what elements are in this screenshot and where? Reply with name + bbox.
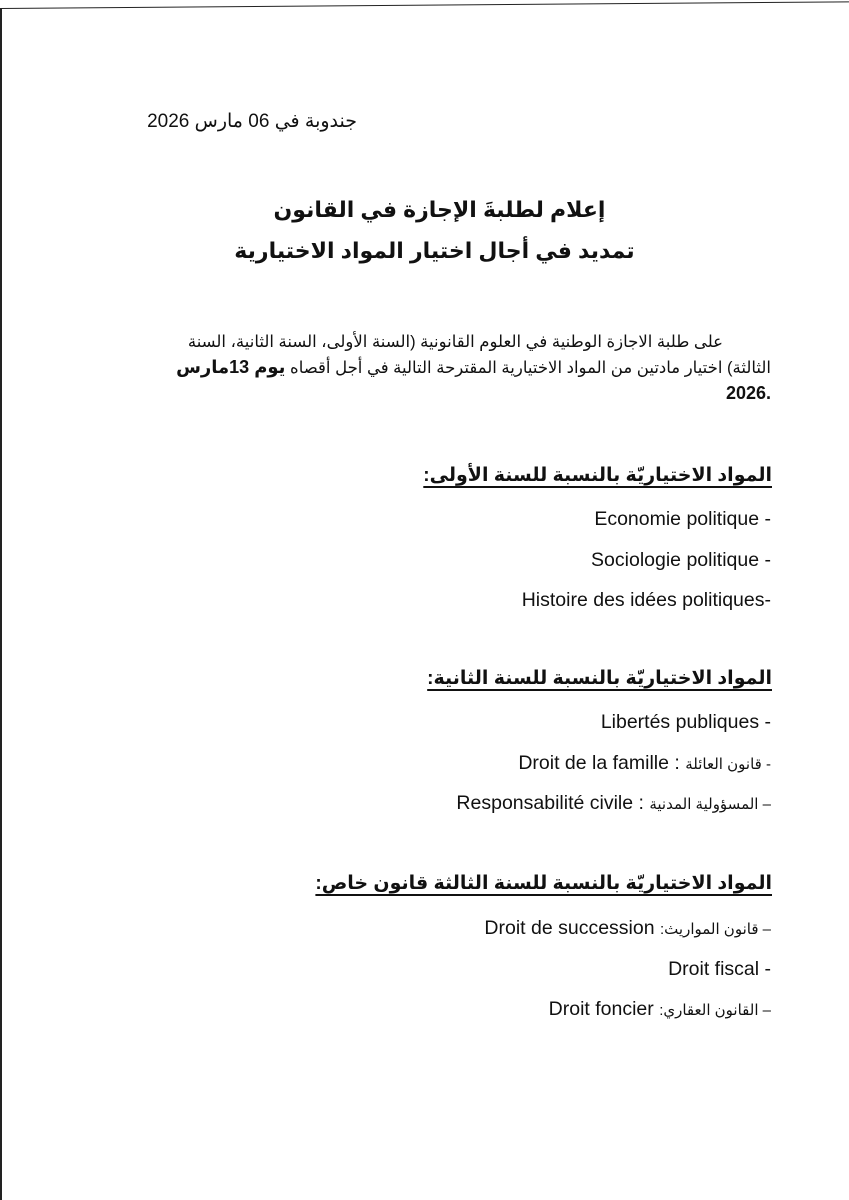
- list-item: [591, 549, 771, 572]
- paragraph-line-2: [131, 355, 771, 381]
- section-heading-year-2: المواد الاختياريّة بالنسبة للسنة الثانية:: [427, 668, 772, 689]
- item-fr: Droit fiscal -: [668, 958, 771, 980]
- list-item: [522, 589, 771, 612]
- item-ar: – المسؤولية المدنية: [649, 796, 771, 813]
- item-ar: – قانون المواريث:: [660, 921, 771, 938]
- item-fr: Droit de la famille :: [518, 752, 686, 774]
- title-line-1: إعلام لطلبةَ الإجازة في القانون: [273, 197, 606, 222]
- paragraph-line-3: [131, 381, 771, 407]
- deadline-date: يوم 13مارس: [176, 357, 286, 377]
- section-heading-year-1: المواد الاختياريّة بالنسبة للسنة الأولى:: [423, 465, 772, 486]
- item-fr: Droit foncier: [548, 998, 660, 1020]
- list-item: [549, 998, 771, 1021]
- paragraph-line-1: على طلبة الاجازة الوطنية في العلوم القانونية (السنة الأولى، السنة الثانية، السنة: [187, 333, 723, 351]
- paragraph-line-2-text: الثالثة) اختيار مادتين من المواد الاختيارية المقترحة التالية في أجل أقصاه: [290, 359, 771, 377]
- item-fr: Libertés publiques -: [600, 711, 771, 733]
- item-fr: Droit de succession: [484, 917, 660, 939]
- item-ar: – القانون العقاري:: [659, 1002, 771, 1019]
- list-item: [668, 958, 771, 981]
- list-item: [518, 752, 771, 775]
- list-item: [594, 508, 771, 531]
- date-line: جندوبة في 06 مارس 2026: [147, 111, 357, 132]
- item-fr: Histoire des idées politiques-: [521, 589, 771, 611]
- list-item: [456, 792, 771, 815]
- title-line-2: تمديد في أجال اختيار المواد الاختيارية: [234, 238, 635, 263]
- announcement-paragraph: [131, 330, 771, 407]
- list-item: [601, 711, 771, 734]
- section-heading-year-3: المواد الاختياريّة بالنسبة للسنة الثالثة قانون خاص:: [315, 873, 772, 894]
- scan-top-border: [0, 1, 849, 9]
- scan-left-border: [0, 8, 2, 1200]
- item-fr: Sociologie politique -: [591, 549, 771, 571]
- item-ar: - قانون العائلة: [685, 756, 771, 773]
- item-fr: Responsabilité civile :: [456, 792, 650, 814]
- item-fr: Economie politique -: [594, 508, 771, 530]
- deadline-year: .2026: [725, 383, 771, 403]
- list-item: [484, 917, 771, 940]
